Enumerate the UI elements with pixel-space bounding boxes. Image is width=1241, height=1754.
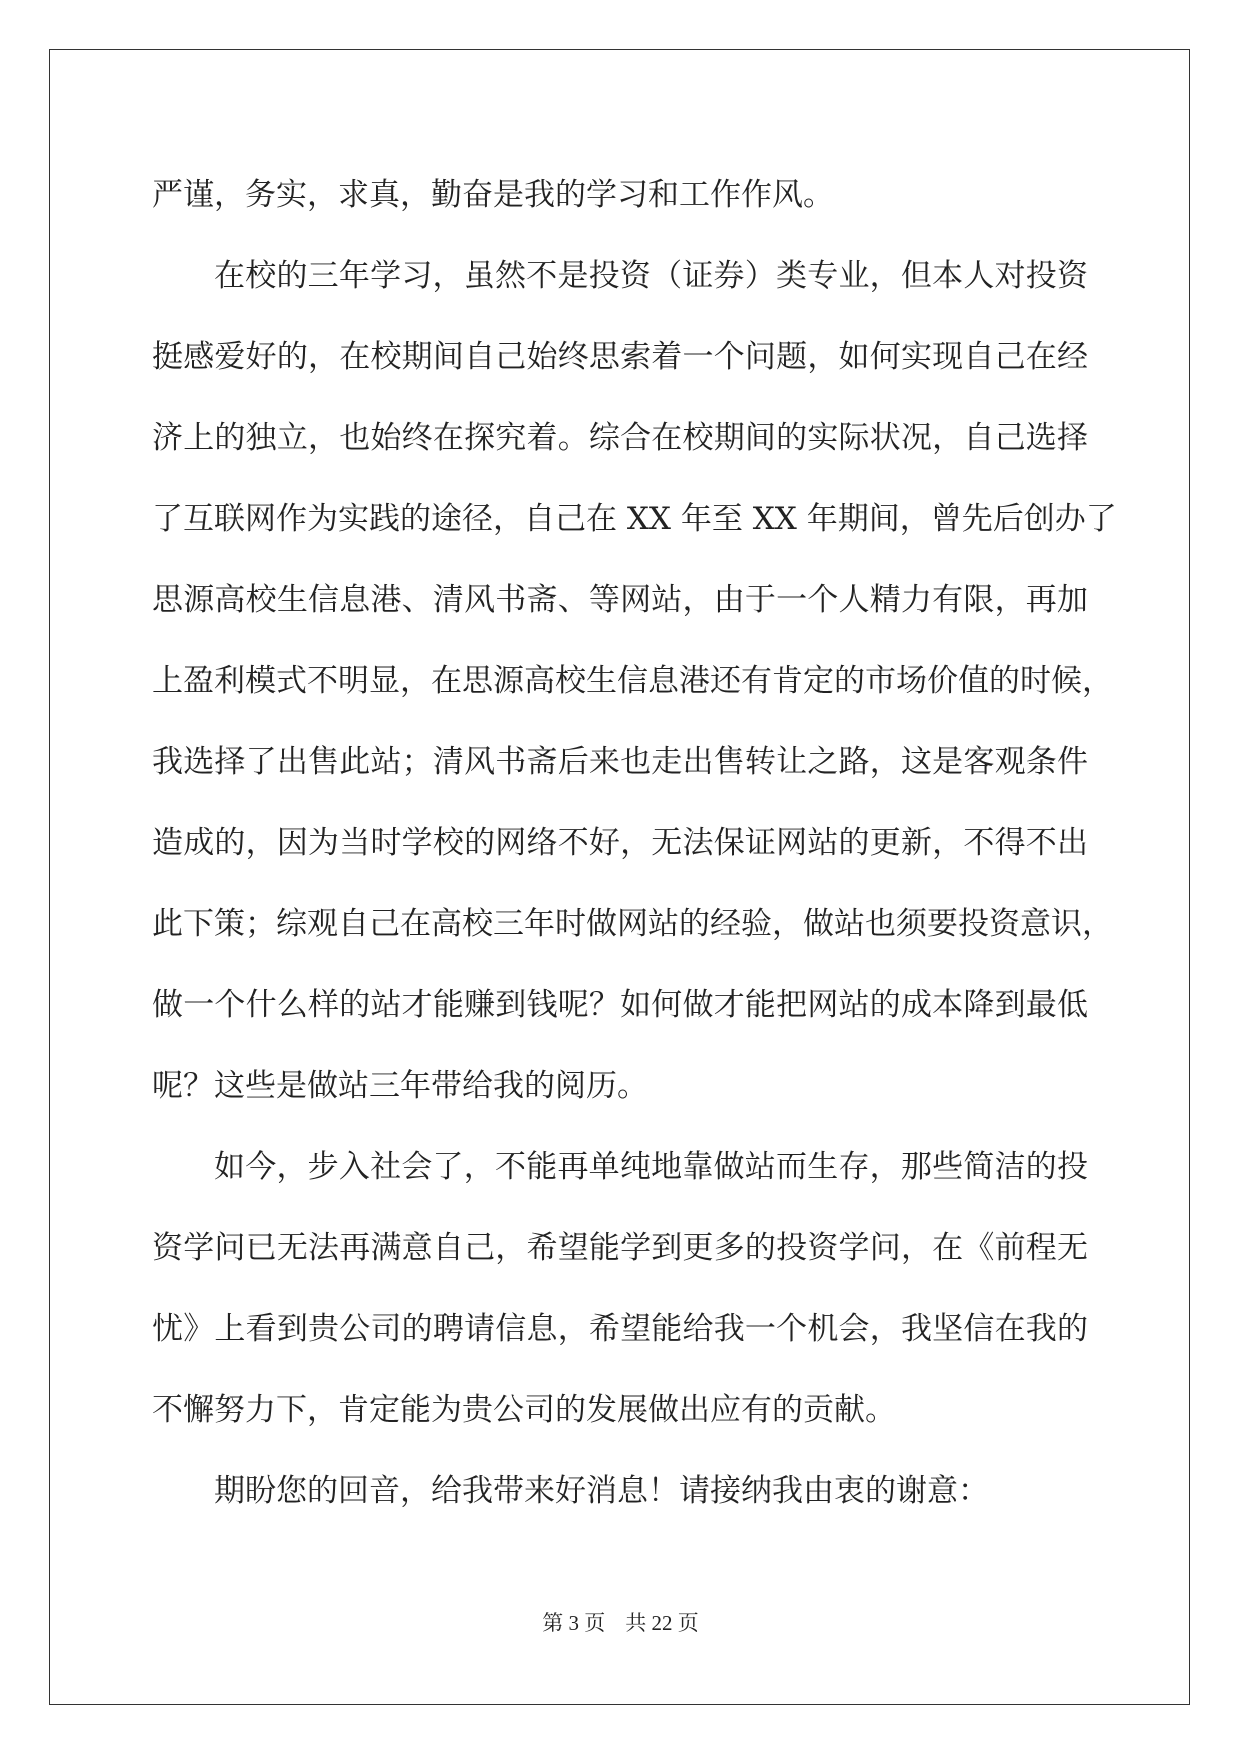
paragraph-2-line-5: 思源高校生信息港、清风书斋、等网站，由于一个人精力有限，再加 [152, 582, 1088, 618]
paragraph-2-line-11: 呢？这些是做站三年带给我的阅历。 [152, 1068, 648, 1104]
paragraph-2-line-1: 在校的三年学习，虽然不是投资（证券）类专业，但本人对投资 [214, 258, 1088, 294]
document-body [152, 155, 1117, 1532]
page-total: 共 22 页 [625, 1611, 699, 1635]
paragraph-2-line-7: 我选择了出售此站；清风书斋后来也走出售转让之路，这是客观条件 [152, 744, 1088, 780]
paragraph-4-line-1: 期盼您的回音，给我带来好消息！请接纳我由衷的谢意： [214, 1473, 989, 1509]
paragraph-2-line-3: 济上的独立，也始终在探究着。综合在校期间的实际状况，自己选择 [152, 420, 1088, 456]
page-footer [0, 1607, 1241, 1637]
paragraph-3-line-2: 资学问已无法再满意自己，希望能学到更多的投资学问，在《前程无 [152, 1230, 1088, 1266]
paragraph-2-line-6: 上盈利模式不明显，在思源高校生信息港还有肯定的市场价值的时候， [152, 663, 1113, 699]
paragraph-3-line-1: 如今，步入社会了，不能再单纯地靠做站而生存，那些简洁的投 [214, 1149, 1088, 1185]
paragraph-3-line-4: 不懈努力下，肯定能为贵公司的发展做出应有的贡献。 [152, 1392, 896, 1428]
paragraph-2-line-4: 了互联网作为实践的途径，自己在 XX 年至 XX 年期间，曾先后创办了 [152, 501, 1117, 537]
paragraph-3-line-3: 忧》上看到贵公司的聘请信息，希望能给我一个机会，我坚信在我的 [152, 1311, 1088, 1347]
page-number: 第 3 页 [542, 1611, 606, 1635]
paragraph-2-line-10: 做一个什么样的站才能赚到钱呢？如何做才能把网站的成本降到最低 [152, 987, 1088, 1023]
paragraph-2-line-9: 此下策；综观自己在高校三年时做网站的经验，做站也须要投资意识， [152, 906, 1113, 942]
paragraph-1-line-1: 严谨，务实，求真，勤奋是我的学习和工作作风。 [152, 177, 834, 213]
paragraph-2-line-2: 挺感爱好的，在校期间自己始终思索着一个问题，如何实现自己在经 [152, 339, 1088, 375]
paragraph-2-line-8: 造成的，因为当时学校的网络不好，无法保证网站的更新，不得不出 [152, 825, 1088, 861]
